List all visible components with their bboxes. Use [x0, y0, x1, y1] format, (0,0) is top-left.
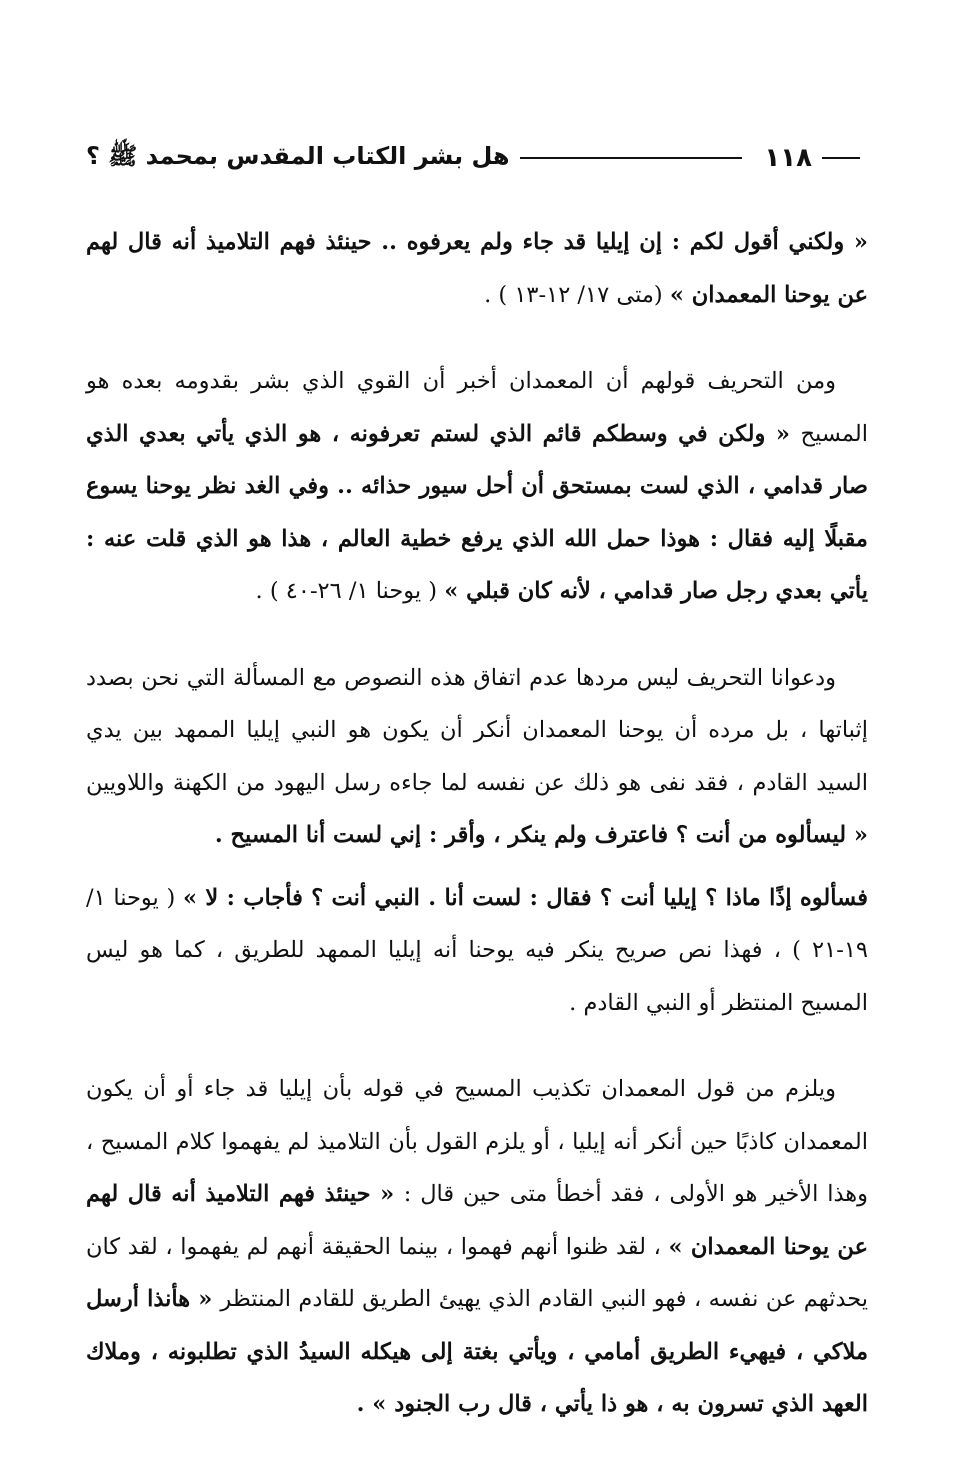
running-header [86, 138, 860, 178]
paragraph-text: ، لقد ظنوا أنهم فهموا ، بينما الحقيقة أنهم لم يفهموا ، لقد كان يحدثهم عن نفسه ، فهو النبي القادم الذي يهيئ الطريق للقادم المنتظر [86, 1233, 868, 1312]
book-title: هل بشر الكتاب المقدس بمحمد ﷺ ؟ [86, 141, 510, 170]
header-rule [520, 157, 743, 159]
page-number: ١١٨ [764, 143, 812, 173]
quote-text: « ولكن في وسطكم قائم الذي لستم تعرفونه ، هو الذي يأتي بعدي الذي صار قدامي ، الذي لست بمستحق أن أحل سيور حذائه .. وفي الغد نظر يوحنا يسوع مقبلًا إليه فقال : هوذا حمل الله الذي يرفع خطية العالم ، هذا هو الذي قلت عنه : يأتي بعدي رجل صار قدامي ، لأنه كان قبلي » [86, 420, 868, 604]
quote-text: فسألوه إذًا ماذا ؟ إيليا أنت ؟ فقال : لست أنا . النبي أنت ؟ فأجاب : لا » [182, 884, 868, 911]
paragraph-text: ( يوحنا ١/ ١٩-٢١ ) ، فهذا نص صريح ينكر فيه يوحنا أنه إيليا الممهد للطريق ، كما هو ليس المسيح المنتظر أو النبي القادم . [86, 884, 868, 1016]
paragraph-text: ومن التحريف قولهم أن المعمدان أخبر أن القوي الذي بشر بقدومه بعده هو المسيح [86, 368, 868, 447]
paragraph-1 [86, 216, 868, 321]
quote-text: « ولكني أقول لكم : إن إيليا قد جاء ولم يعرفوه .. حينئذ فهم التلاميذ أنه قال لهم عن يوحنا المعمدان » [86, 229, 868, 308]
paragraph-text: ودعوانا التحريف ليس مردها عدم اتفاق هذه النصوص مع المسألة التي نحن بصدد إثباتها ، بل مرده أن يوحنا المعمدان أنكر أن يكون هو النبي إيليا الممهد بين يدي السيد القادم ، فقد نفى هو ذلك عن نفسه لما جاءه رسل اليهود من الكهنة واللاويين [86, 664, 868, 796]
header-rule-short [822, 157, 860, 159]
paragraph-4 [86, 872, 868, 1030]
quote-text: « حينئذ فهم التلاميذ أنه قال لهم عن يوحنا المعمدان » [86, 1181, 868, 1260]
paragraph-2 [86, 355, 868, 618]
reference-text: (متى ١٧/ ١٢-١٣ ) . [484, 281, 670, 308]
body-text [86, 216, 868, 1465]
quote-text: « هأنذا أرسل ملاكي ، فيهيء الطريق أمامي ، ويأتي بغتة إلى هيكله السيدُ الذي تطلبونه ، وملاك العهد الذي تسرون به ، هو ذا يأتي ، قال رب الجنود » . [86, 1286, 868, 1417]
reference-text: ( يوحنا ١/ ٢٦-٤٠ ) . [255, 578, 445, 604]
paragraph-5 [86, 1063, 868, 1431]
paragraph-text: ويلزم من قول المعمدان تكذيب المسيح في قوله بأن إيليا قد جاء أو أن يكون المعمدان كاذبًا حين أنكر أنه إيليا ، أو يلزم القول بأن التلاميذ لم يفهموا كلام المسيح ، وهذا الأخير هو الأولى ، فقد أخطأ متى حين قال : [86, 1076, 869, 1207]
paragraph-3 [86, 652, 868, 862]
quote-text: « ليسألوه من أنت ؟ فاعترف ولم ينكر ، وأقر : إني لست أنا المسيح . [214, 822, 868, 848]
